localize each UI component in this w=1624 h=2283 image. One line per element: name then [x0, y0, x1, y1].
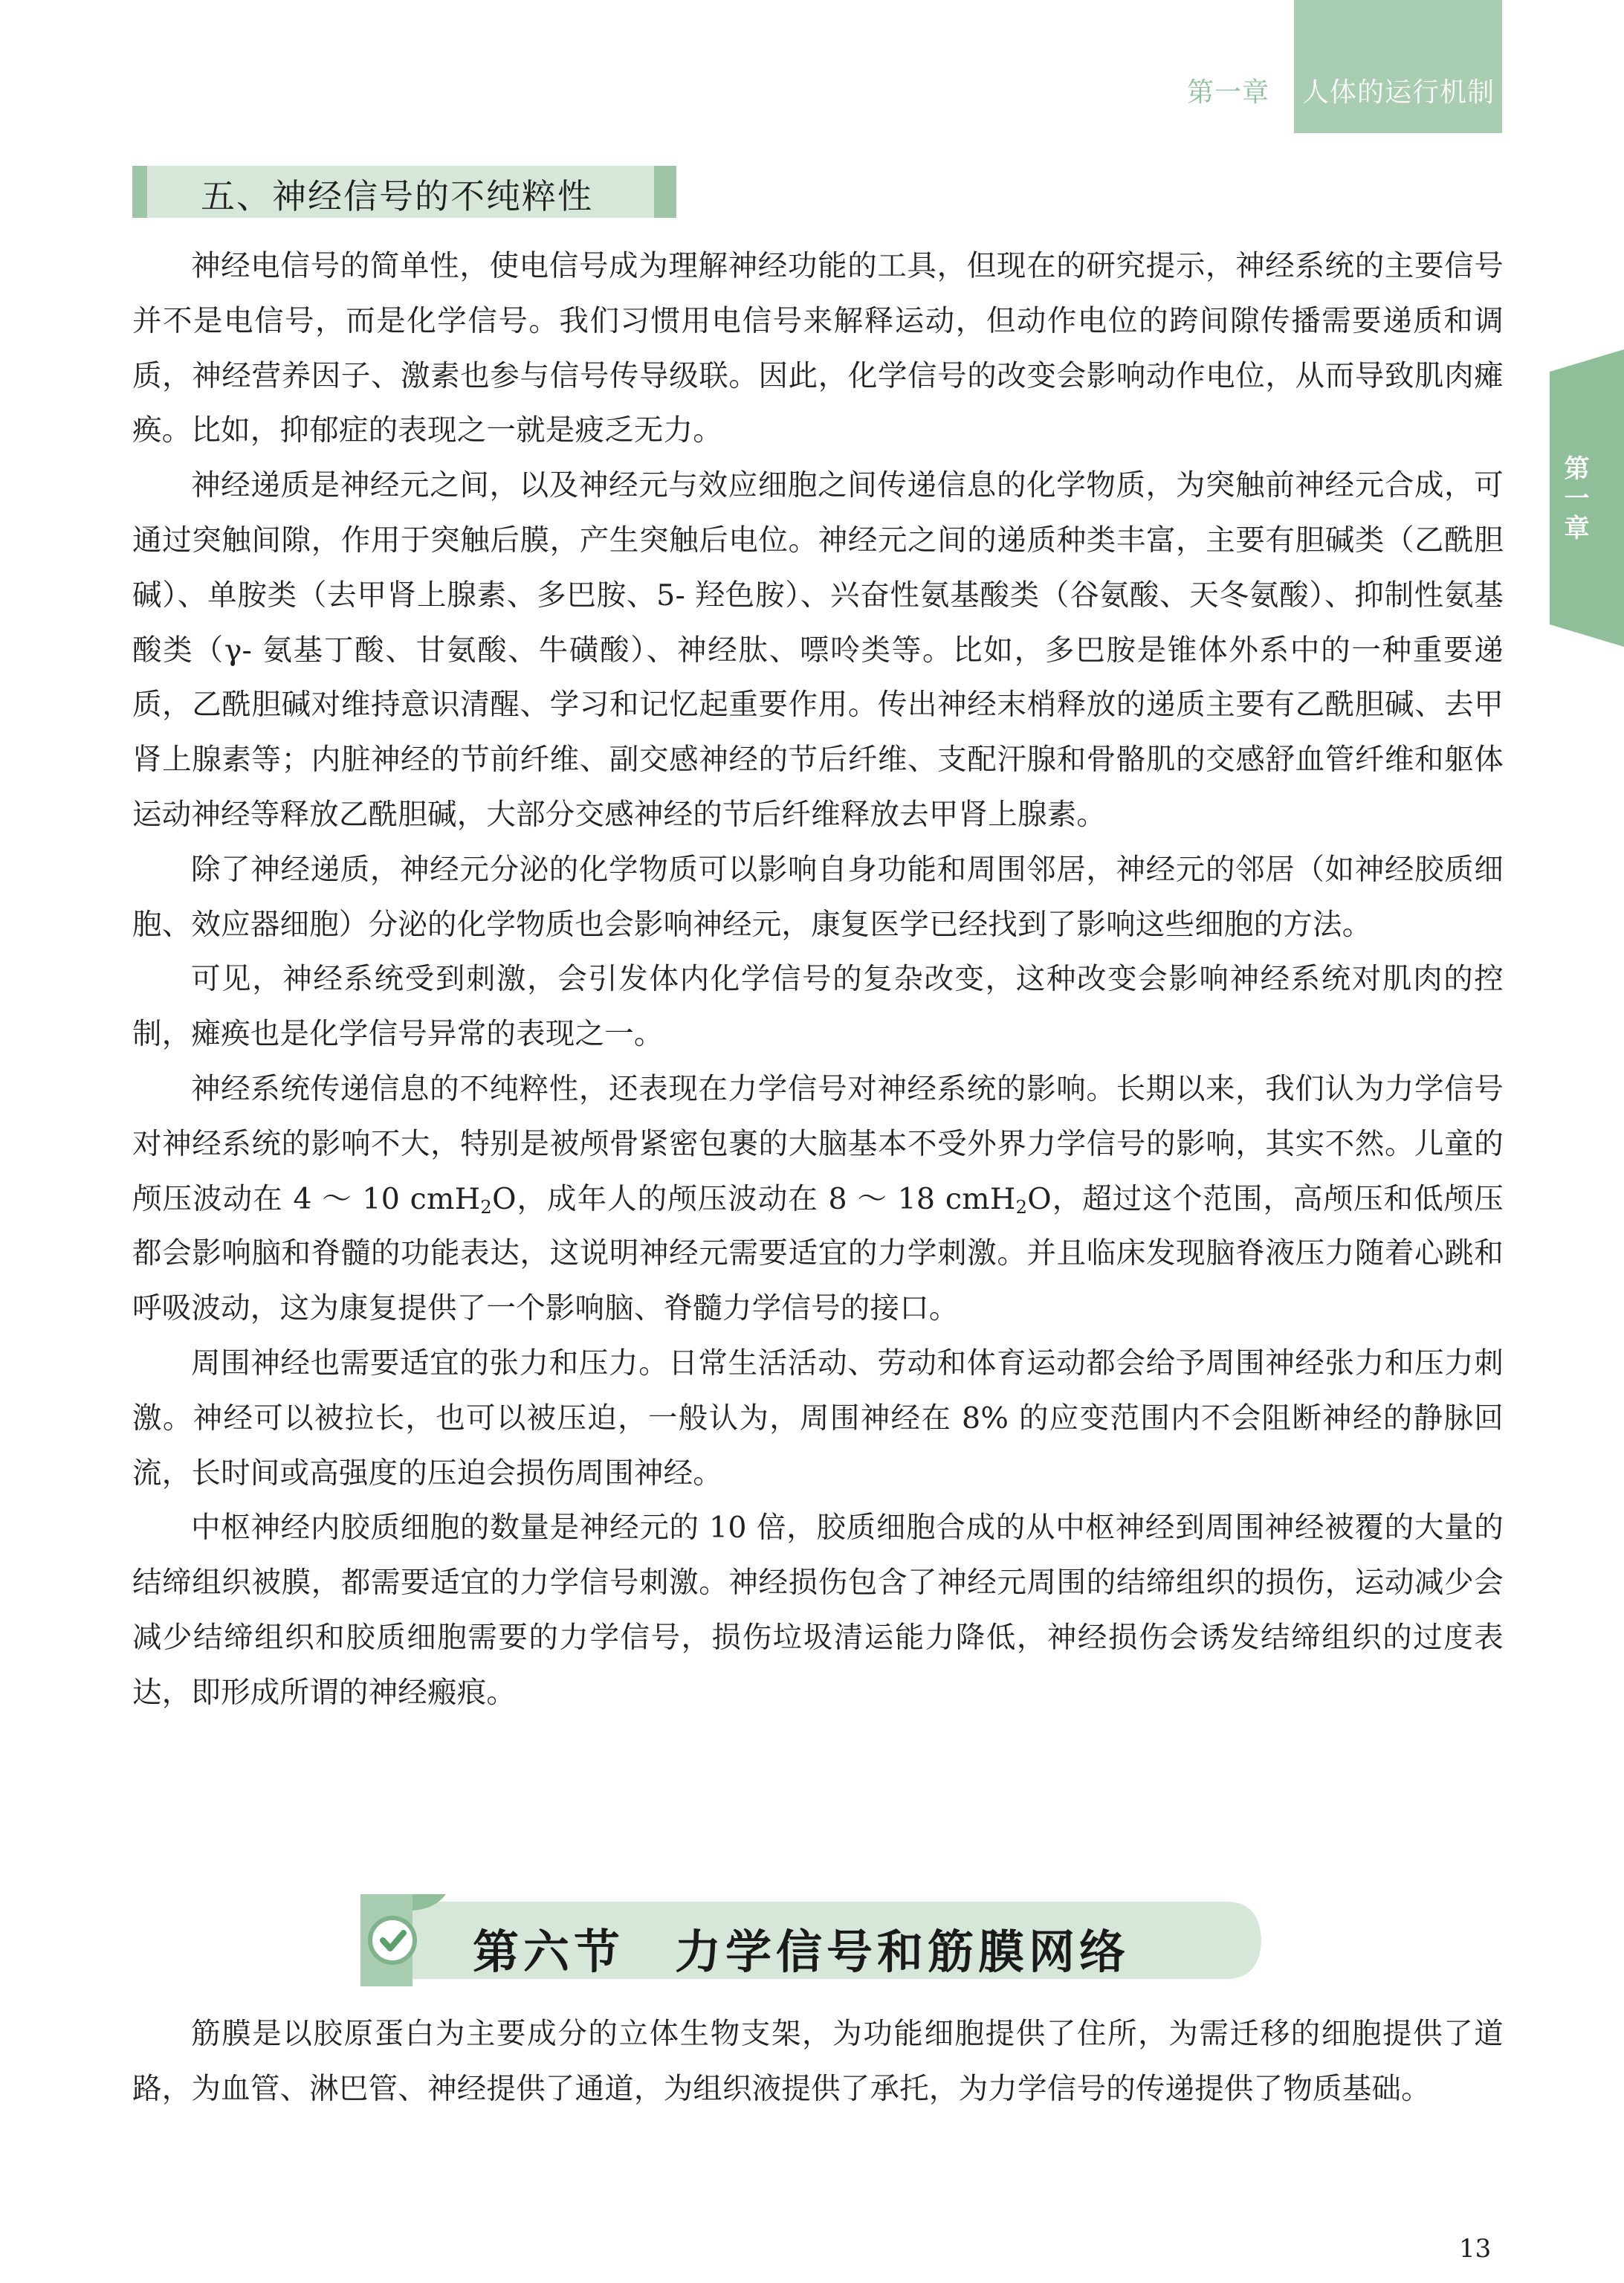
paragraph-text: 神经系统传递信息的不纯粹性，还表现在力学信号对神经系统的影响。长期以来，我们认为力学信号对神经系统的影响不大，特别是被颅骨紧密包裹的大脑基本不受外界力学信号的影响，其实不然。儿童的颅压波动在 4 ～ 10 cmH [132, 1071, 1504, 1216]
header-title-box [1294, 0, 1502, 133]
paragraph: 中枢神经内胶质细胞的数量是神经元的 10 倍，胶质细胞合成的从中枢神经到周围神经被覆的大量的结缔组织被膜，都需要适宜的力学信号刺激。神经损伤包含了神经元周围的结缔组织的损伤，运动减少会减少结缔组织和胶质细胞需要的力学信号，损伤垃圾清运能力降低，神经损伤会诱发结缔组织的过度表达，即形成所谓的神经瘢痕。 [132, 1511, 1504, 1710]
header-chapter-label: 第一章 [1187, 77, 1270, 108]
paragraph: 除了神经递质，神经元分泌的化学物质可以影响自身功能和周围邻居，神经元的邻居（如神经胶质细胞、效应器细胞）分泌的化学物质也会影响神经元，康复医学已经找到了影响这些细胞的方法。 [132, 852, 1504, 942]
paragraph: 可见，神经系统受到刺激，会引发体内化学信号的复杂改变，这种改变会影响神经系统对肌肉的控制，瘫痪也是化学信号异常的表现之一。 [132, 962, 1504, 1052]
subscript: 2 [480, 1195, 493, 1218]
paragraph-text: O，超过这个范围，高颅压和低颅压都会影响脑和脊髓的功能表达，这说明神经元需要适宜的力学刺激。并且临床发现脑脊液压力随着心跳和呼吸波动，这为康复提供了一个影响脑、脊髓力学信号的接口。 [132, 1181, 1504, 1326]
paragraph: 神经递质是神经元之间，以及神经元与效应细胞之间传递信息的化学物质，为突触前神经元合成，可通过突触间隙，作用于突触后膜，产生突触后电位。神经元之间的递质种类丰富，主要有胆碱类（乙酰胆碱）、单胺类（去甲肾上腺素、多巴胺、5- 羟色胺）、兴奋性氨基酸类（谷氨酸、天冬氨酸）、抑制性氨基酸类（γ- 氨基丁酸、甘氨酸、牛磺酸）、神经肽、嘌呤类等。比如，多巴胺是锥体外系中的一种重要递质，乙酰胆碱对维持意识清醒、学习和记忆起重要作用。传出神经末梢释放的递质主要有乙酰胆碱、去甲肾上腺素等；内脏神经的节前纤维、副交感神经的节后纤维、支配汗腺和骨骼肌的交感舒血管纤维和躯体运动神经等释放乙酰胆碱，大部分交感神经的节后纤维释放去甲肾上腺素。 [132, 468, 1504, 832]
paragraph-pressure [132, 1062, 1504, 1337]
section6-title: 第六节 力学信号和筋膜网络 [473, 1925, 1130, 1979]
page-number: 13 [1459, 2234, 1492, 2264]
section-title: 五、神经信号的不纯粹性 [201, 176, 593, 216]
paragraph-text: O，成年人的颅压波动在 8 ～ 18 cmH [492, 1181, 1016, 1216]
section-heading-right-accent [654, 166, 676, 218]
section6-body [132, 2007, 1504, 2117]
side-tab-label: 第一章 [1559, 455, 1589, 544]
subscript: 2 [1015, 1195, 1028, 1218]
section5-body [132, 239, 1504, 1721]
section-heading-left-accent [132, 166, 147, 218]
paragraph: 神经电信号的简单性，使电信号成为理解神经功能的工具，但现在的研究提示，神经系统的主要信号并不是电信号，而是化学信号。我们习惯用电信号来解释运动，但动作电位的跨间隙传播需要递质和调质，神经营养因子、激素也参与信号传导级联。因此，化学信号的改变会影响动作电位，从而导致肌肉瘫痪。比如，抑郁症的表现之一就是疲乏无力。 [132, 249, 1504, 448]
paragraph: 周围神经也需要适宜的张力和压力。日常生活活动、劳动和体育运动都会给予周围神经张力和压力刺激。神经可以被拉长，也可以被压迫，一般认为，周围神经在 8% 的应变范围内不会阻断神经的静脉回流，长时间或高强度的压迫会损伤周围神经。 [132, 1346, 1504, 1491]
header-chapter-title: 人体的运行机制 [1302, 77, 1495, 108]
paragraph: 筋膜是以胶原蛋白为主要成分的立体生物支架，为功能细胞提供了住所，为需迁移的细胞提供了道路，为血管、淋巴管、神经提供了通道，为组织液提供了承托，为力学信号的传递提供了物质基础。 [132, 2017, 1504, 2106]
